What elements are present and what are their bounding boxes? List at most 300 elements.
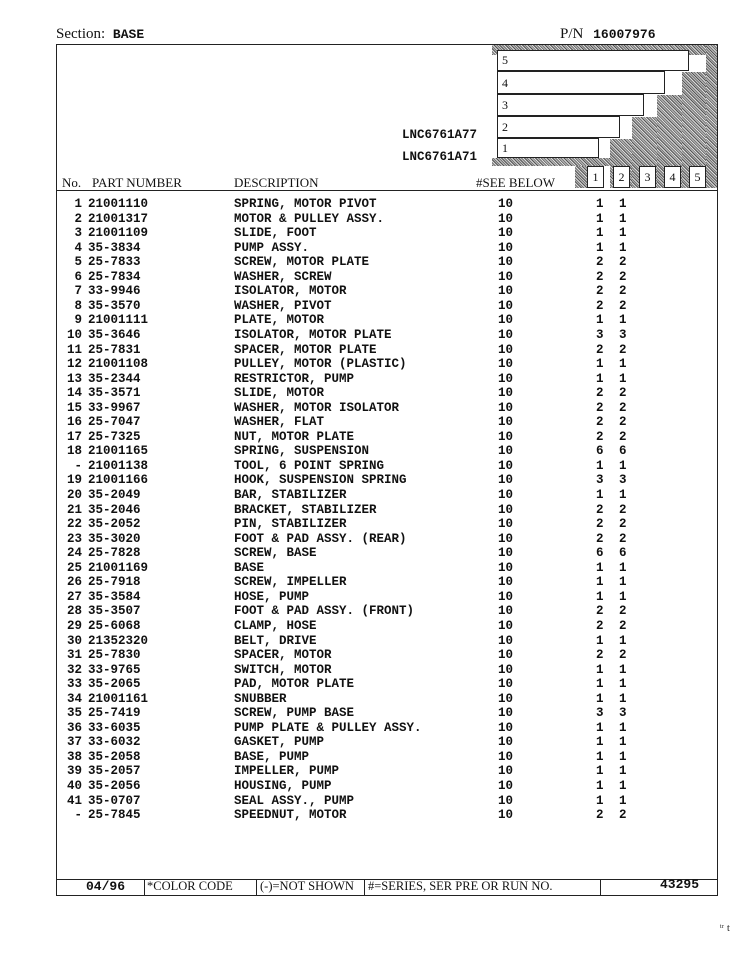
row-description: PLATE, MOTOR [234, 313, 325, 328]
row-qty-1: 1 [596, 211, 604, 226]
row-qty-2: 2 [619, 429, 627, 444]
row-description: SEAL ASSY., PUMP [234, 793, 355, 808]
step-box-3 [497, 94, 644, 116]
row-number: 14 [66, 386, 82, 401]
row-qty-2: 1 [619, 720, 627, 735]
row-description: SPRING, SUSPENSION [234, 444, 370, 459]
row-qty-2: 1 [619, 633, 627, 648]
row-description: IMPELLER, PUMP [234, 764, 340, 779]
row-qty-2: 1 [619, 691, 627, 706]
row-qty-1: 1 [596, 633, 604, 648]
row-number: 19 [66, 473, 82, 488]
row-part-number: 21001166 [88, 473, 149, 488]
row-description: SWITCH, MOTOR [234, 662, 332, 677]
row-see-below: 10 [498, 764, 514, 779]
step-box-1 [497, 138, 599, 158]
row-part-number: 35-2065 [88, 677, 141, 692]
table-row [56, 779, 718, 794]
row-part-number: 25-7325 [88, 429, 141, 444]
col-num-4: 4 [664, 166, 681, 188]
row-number: 2 [74, 211, 82, 226]
row-see-below: 10 [498, 255, 514, 270]
row-qty-1: 1 [596, 749, 604, 764]
row-number: 5 [74, 255, 82, 270]
row-see-below: 10 [498, 575, 514, 590]
row-number: 6 [74, 269, 82, 284]
table-row [56, 575, 718, 590]
table-row [56, 212, 718, 227]
row-qty-1: 2 [596, 298, 604, 313]
row-description: PAD, MOTOR PLATE [234, 677, 355, 692]
row-description: SLIDE, FOOT [234, 226, 317, 241]
row-see-below: 10 [498, 473, 514, 488]
row-qty-1: 6 [596, 546, 604, 561]
row-part-number: 21001109 [88, 226, 149, 241]
row-qty-1: 2 [596, 531, 604, 546]
row-qty-1: 1 [596, 197, 604, 211]
row-description: SPRING, MOTOR PIVOT [234, 197, 377, 211]
row-number: 31 [66, 648, 82, 663]
row-qty-2: 1 [619, 779, 627, 793]
row-see-below: 10 [498, 531, 514, 546]
col-header-no: No. [62, 175, 82, 190]
row-description: PUMP ASSY. [234, 240, 310, 255]
table-row [56, 634, 718, 649]
model-number-a71: LNC6761A71 [402, 150, 478, 164]
row-see-below: 10 [498, 706, 514, 721]
row-qty-2: 2 [619, 255, 627, 270]
table-row [56, 808, 718, 823]
row-part-number: 35-3646 [88, 327, 141, 342]
row-qty-2: 1 [619, 662, 627, 677]
row-qty-2: 1 [619, 313, 627, 328]
row-number: 12 [66, 357, 82, 372]
table-row [56, 619, 718, 634]
row-part-number: 25-7830 [88, 648, 141, 663]
table-row [56, 415, 718, 430]
table-row [56, 590, 718, 605]
row-number: 30 [66, 633, 82, 648]
table-row [56, 532, 718, 547]
shade-right [706, 45, 717, 188]
row-qty-1: 1 [596, 779, 604, 793]
row-number: 10 [66, 327, 82, 342]
row-number: 37 [66, 735, 82, 750]
row-part-number: 35-3834 [88, 240, 141, 255]
row-qty-2: 1 [619, 749, 627, 764]
row-see-below: 10 [498, 735, 514, 750]
row-number: 36 [66, 720, 82, 735]
row-description: SLIDE, MOTOR [234, 386, 325, 401]
row-qty-1: 2 [596, 386, 604, 401]
row-part-number: 33-9946 [88, 284, 141, 299]
row-part-number: 25-6068 [88, 618, 141, 633]
row-see-below: 10 [498, 691, 514, 706]
footer-series: #=SERIES, SER PRE OR RUN NO. [368, 879, 553, 893]
table-row [56, 663, 718, 678]
row-qty-1: 1 [596, 371, 604, 386]
row-qty-2: 1 [619, 211, 627, 226]
row-number: 18 [66, 444, 82, 459]
row-qty-1: 1 [596, 488, 604, 502]
row-number: 16 [66, 415, 82, 430]
row-qty-1: 1 [596, 662, 604, 677]
table-row [56, 197, 718, 212]
table-row [56, 343, 718, 358]
row-number: 26 [66, 575, 82, 590]
row-number: 23 [66, 531, 82, 546]
table-row [56, 764, 718, 779]
step-label-3: 3 [502, 98, 508, 112]
row-number: 8 [74, 298, 82, 313]
row-description: SCREW, IMPELLER [234, 575, 347, 590]
row-qty-2: 2 [619, 386, 627, 401]
table-row [56, 255, 718, 270]
row-number: 32 [66, 662, 82, 677]
row-see-below: 10 [498, 444, 514, 459]
row-see-below: 10 [498, 677, 514, 692]
row-description: FOOT & PAD ASSY. (REAR) [234, 531, 407, 546]
row-qty-2: 1 [619, 371, 627, 386]
row-description: BELT, DRIVE [234, 633, 317, 648]
row-part-number: 35-2344 [88, 371, 141, 386]
row-qty-2: 2 [619, 502, 627, 517]
row-see-below: 10 [498, 589, 514, 604]
row-see-below: 10 [498, 342, 514, 357]
row-description: HOOK, SUSPENSION SPRING [234, 473, 407, 488]
row-see-below: 10 [498, 662, 514, 677]
row-part-number: 35-3570 [88, 298, 141, 313]
row-description: FOOT & PAD ASSY. (FRONT) [234, 604, 415, 619]
row-see-below: 10 [498, 211, 514, 226]
footer-not-shown: (-)=NOT SHOWN [260, 879, 354, 893]
footer-divider-4 [600, 879, 601, 896]
row-qty-2: 1 [619, 589, 627, 604]
row-number: 34 [66, 691, 82, 706]
row-qty-2: 1 [619, 458, 627, 473]
table-row [56, 401, 718, 416]
row-description: SPACER, MOTOR [234, 648, 332, 663]
table-row [56, 459, 718, 474]
row-part-number: 33-6035 [88, 720, 141, 735]
row-part-number: 21001317 [88, 211, 149, 226]
row-see-below: 10 [498, 633, 514, 648]
row-description: WASHER, PIVOT [234, 298, 332, 313]
row-description: RESTRICTOR, PUMP [234, 371, 355, 386]
row-part-number: 21001108 [88, 357, 149, 372]
row-see-below: 10 [498, 371, 514, 386]
row-qty-2: 2 [619, 284, 627, 299]
row-part-number: 21001169 [88, 560, 149, 575]
row-number: 27 [66, 589, 82, 604]
row-number: 7 [74, 284, 82, 299]
row-qty-2: 2 [619, 298, 627, 313]
row-see-below: 10 [498, 808, 514, 823]
row-qty-2: 2 [619, 400, 627, 415]
table-row [56, 357, 718, 372]
row-part-number: 35-2056 [88, 779, 141, 793]
row-description: BRACKET, STABILIZER [234, 502, 377, 517]
row-part-number: 33-9967 [88, 400, 141, 415]
row-description: WASHER, MOTOR ISOLATOR [234, 400, 400, 415]
row-see-below: 10 [498, 197, 514, 211]
step-label-2: 2 [502, 120, 508, 134]
row-qty-1: 2 [596, 342, 604, 357]
row-qty-2: 6 [619, 546, 627, 561]
col-num-1: 1 [587, 166, 604, 188]
row-see-below: 10 [498, 793, 514, 808]
table-row [56, 750, 718, 765]
row-qty-1: 1 [596, 735, 604, 750]
row-see-below: 10 [498, 400, 514, 415]
table-row [56, 372, 718, 387]
row-part-number: 25-7834 [88, 269, 141, 284]
row-part-number: 35-2058 [88, 749, 141, 764]
model-number-a77: LNC6761A77 [402, 128, 478, 142]
row-description: ISOLATOR, MOTOR PLATE [234, 327, 392, 342]
row-qty-1: 3 [596, 706, 604, 721]
row-number: 29 [66, 618, 82, 633]
row-number: 20 [66, 488, 82, 502]
row-qty-1: 1 [596, 560, 604, 575]
col-header-see-below: #SEE BELOW [476, 175, 556, 190]
row-part-number: 21352320 [88, 633, 149, 648]
table-row [56, 604, 718, 619]
table-row [56, 794, 718, 809]
row-qty-2: 2 [619, 648, 627, 663]
row-description: SPEEDNUT, MOTOR [234, 808, 347, 823]
pn-label: P/N [560, 26, 584, 42]
table-row [56, 546, 718, 561]
row-number: 24 [66, 546, 82, 561]
row-qty-1: 1 [596, 677, 604, 692]
row-qty-1: 3 [596, 327, 604, 342]
row-qty-2: 1 [619, 677, 627, 692]
step-label-1: 1 [502, 141, 508, 155]
table-row [56, 735, 718, 750]
row-see-below: 10 [498, 327, 514, 342]
row-number: 3 [74, 226, 82, 241]
table-row [56, 706, 718, 721]
row-see-below: 10 [498, 604, 514, 619]
row-qty-1: 2 [596, 808, 604, 823]
row-qty-1: 2 [596, 517, 604, 532]
row-qty-1: 2 [596, 648, 604, 663]
row-qty-1: 1 [596, 575, 604, 590]
table-row [56, 284, 718, 299]
table-row [56, 270, 718, 285]
margin-mark: ᵗʳ t [719, 922, 730, 934]
row-description: WASHER, SCREW [234, 269, 332, 284]
row-description: ISOLATOR, MOTOR [234, 284, 347, 299]
row-number: 9 [74, 313, 82, 328]
row-description: PIN, STABILIZER [234, 517, 347, 532]
row-description: SPACER, MOTOR PLATE [234, 342, 377, 357]
row-number: - [74, 808, 82, 823]
row-part-number: 35-3571 [88, 386, 141, 401]
row-part-number: 21001165 [88, 444, 149, 459]
row-number: 11 [66, 342, 82, 357]
row-qty-1: 1 [596, 313, 604, 328]
footer-divider-3 [364, 879, 365, 896]
row-description: MOTOR & PULLEY ASSY. [234, 211, 385, 226]
footer-divider-2 [256, 879, 257, 896]
row-qty-2: 1 [619, 357, 627, 372]
row-qty-1: 2 [596, 604, 604, 619]
shade-col-left [575, 166, 587, 188]
row-part-number: 21001138 [88, 458, 149, 473]
row-qty-1: 1 [596, 458, 604, 473]
row-part-number: 25-7845 [88, 808, 141, 823]
row-number: 22 [66, 517, 82, 532]
row-see-below: 10 [498, 357, 514, 372]
row-number: 39 [66, 764, 82, 779]
row-number: 13 [66, 371, 82, 386]
step-box-4 [497, 71, 665, 94]
col-num-2: 2 [613, 166, 630, 188]
row-qty-2: 1 [619, 764, 627, 779]
row-description: SCREW, PUMP BASE [234, 706, 355, 721]
row-number: 25 [66, 560, 82, 575]
row-part-number: 21001110 [88, 197, 149, 211]
step-label-5: 5 [502, 53, 508, 67]
row-description: GASKET, PUMP [234, 735, 325, 750]
row-qty-1: 1 [596, 691, 604, 706]
row-part-number: 35-2046 [88, 502, 141, 517]
col-header-description: DESCRIPTION [234, 175, 319, 190]
footer-divider-1 [144, 879, 145, 896]
row-see-below: 10 [498, 779, 514, 793]
table-row [56, 648, 718, 663]
row-qty-1: 1 [596, 240, 604, 255]
row-description: TOOL, 6 POINT SPRING [234, 458, 385, 473]
row-part-number: 35-3507 [88, 604, 141, 619]
row-qty-2: 2 [619, 342, 627, 357]
row-description: HOUSING, PUMP [234, 779, 332, 793]
row-number: 21 [66, 502, 82, 517]
step-box-5 [497, 50, 689, 71]
table-row [56, 473, 718, 488]
row-number: 41 [66, 793, 82, 808]
row-see-below: 10 [498, 648, 514, 663]
table-row [56, 503, 718, 518]
row-qty-2: 2 [619, 517, 627, 532]
row-see-below: 10 [498, 298, 514, 313]
row-see-below: 10 [498, 458, 514, 473]
table-row [56, 517, 718, 532]
row-part-number: 25-7419 [88, 706, 141, 721]
row-see-below: 10 [498, 502, 514, 517]
table-row [56, 430, 718, 445]
pn-value: 16007976 [593, 27, 656, 42]
row-qty-1: 2 [596, 269, 604, 284]
row-see-below: 10 [498, 313, 514, 328]
row-part-number: 25-7833 [88, 255, 141, 270]
row-see-below: 10 [498, 720, 514, 735]
row-qty-2: 1 [619, 240, 627, 255]
shade-bottom [492, 158, 610, 166]
table-row [56, 677, 718, 692]
table-row [56, 241, 718, 256]
row-qty-2: 3 [619, 473, 627, 488]
row-qty-1: 2 [596, 502, 604, 517]
row-description: WASHER, FLAT [234, 415, 325, 430]
row-description: SCREW, BASE [234, 546, 317, 561]
row-number: 17 [66, 429, 82, 444]
section-value: BASE [112, 27, 145, 42]
row-qty-2: 1 [619, 793, 627, 808]
row-see-below: 10 [498, 546, 514, 561]
row-number: 15 [66, 400, 82, 415]
row-qty-1: 2 [596, 284, 604, 299]
table-row [56, 692, 718, 707]
row-qty-1: 2 [596, 429, 604, 444]
table-row [56, 226, 718, 241]
row-number: 4 [74, 240, 82, 255]
row-part-number: 33-6032 [88, 735, 141, 750]
step-box-2 [497, 116, 620, 138]
row-qty-1: 1 [596, 720, 604, 735]
row-description: BAR, STABILIZER [234, 488, 347, 502]
footer-doc-number: 43295 [660, 877, 700, 892]
row-qty-2: 1 [619, 560, 627, 575]
row-number: - [74, 458, 82, 473]
row-part-number: 35-2057 [88, 764, 141, 779]
row-see-below: 10 [498, 284, 514, 299]
row-part-number: 25-7047 [88, 415, 141, 430]
col-num-5: 5 [689, 166, 706, 188]
row-qty-2: 2 [619, 269, 627, 284]
row-qty-1: 3 [596, 473, 604, 488]
table-row [56, 386, 718, 401]
row-description: SCREW, MOTOR PLATE [234, 255, 370, 270]
row-description: PUMP PLATE & PULLEY ASSY. [234, 720, 422, 735]
row-part-number: 35-3020 [88, 531, 141, 546]
row-number: 35 [66, 706, 82, 721]
row-qty-2: 1 [619, 735, 627, 750]
footer-color-code: *COLOR CODE [147, 879, 233, 893]
row-number: 1 [74, 197, 82, 211]
row-see-below: 10 [498, 415, 514, 430]
row-description: CLAMP, HOSE [234, 618, 317, 633]
row-description: NUT, MOTOR PLATE [234, 429, 355, 444]
row-part-number: 21001161 [88, 691, 149, 706]
row-description: BASE [234, 560, 265, 575]
row-qty-2: 2 [619, 415, 627, 430]
row-qty-2: 1 [619, 488, 627, 502]
part-number-header [560, 26, 656, 43]
row-part-number: 35-3584 [88, 589, 141, 604]
row-qty-1: 1 [596, 764, 604, 779]
table-row [56, 299, 718, 314]
row-qty-1: 1 [596, 226, 604, 241]
table-row [56, 444, 718, 459]
col-header-part-number: PART NUMBER [92, 175, 182, 190]
row-see-below: 10 [498, 749, 514, 764]
row-part-number: 25-7918 [88, 575, 141, 590]
row-see-below: 10 [498, 488, 514, 502]
footer-date: 04/96 [86, 879, 126, 894]
row-qty-2: 1 [619, 197, 627, 211]
row-qty-1: 2 [596, 255, 604, 270]
row-part-number: 35-2052 [88, 517, 141, 532]
row-qty-2: 2 [619, 808, 627, 823]
row-qty-2: 3 [619, 706, 627, 721]
row-part-number: 21001111 [88, 313, 149, 328]
row-qty-2: 2 [619, 531, 627, 546]
row-qty-2: 2 [619, 618, 627, 633]
table-row [56, 488, 718, 503]
